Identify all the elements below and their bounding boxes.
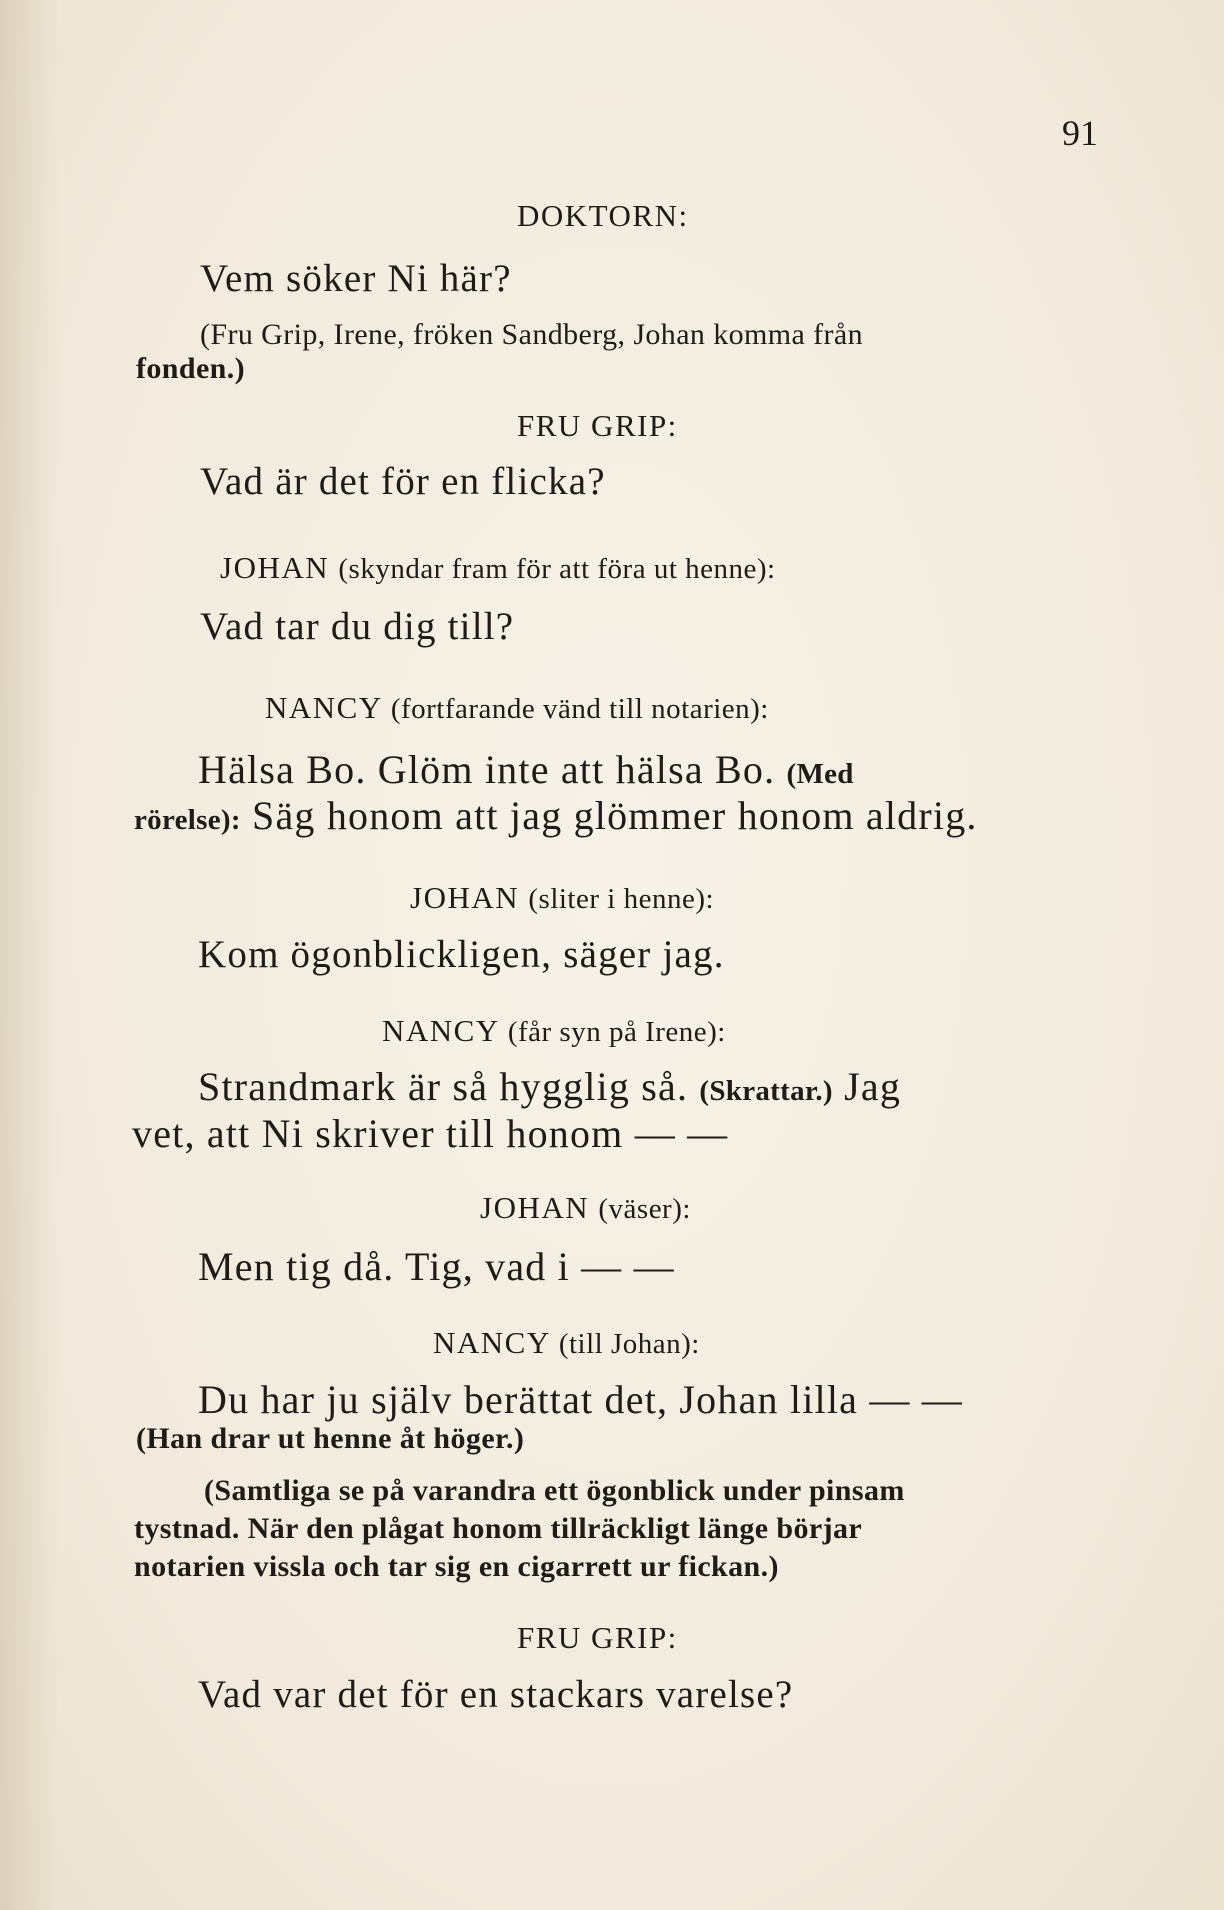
speaker-johan-2 bbox=[410, 880, 714, 916]
speaker-direction: (sliter i henne): bbox=[528, 883, 715, 915]
line-johan-2: Kom ögonblickligen, säger jag. bbox=[198, 933, 725, 976]
line-aside: (Skrattar.) bbox=[699, 1075, 833, 1107]
speaker-name: JOHAN bbox=[220, 550, 330, 585]
stage-direction-silence-1: (Samtliga se på varandra ett ögonblick under pinsam bbox=[204, 1474, 905, 1507]
stage-direction-silence-2: tystnad. När den plågat honom tillräckligt länge börjar bbox=[134, 1512, 863, 1545]
speaker-name: JOHAN bbox=[410, 880, 520, 915]
speaker-fru-grip-2: FRU GRIP: bbox=[517, 1620, 678, 1655]
speaker-nancy-3 bbox=[433, 1325, 700, 1361]
line-nancy-2b: vet, att Ni skriver till honom — — bbox=[132, 1111, 729, 1156]
line-text: Hälsa Bo. Glöm inte att hälsa Bo. bbox=[198, 747, 776, 792]
speaker-johan-1 bbox=[220, 550, 776, 586]
line-nancy-2a bbox=[198, 1063, 901, 1110]
speaker-johan-3 bbox=[480, 1190, 691, 1226]
speaker-direction: (skyndar fram för att föra ut henne): bbox=[338, 553, 776, 585]
speaker-nancy-1 bbox=[265, 690, 769, 726]
speaker-name: NANCY bbox=[382, 1013, 499, 1048]
page-number: 91 bbox=[1062, 113, 1098, 153]
line-nancy-1b bbox=[134, 792, 978, 839]
stage-direction-silence-3: notarien vissla och tar sig en cigarrett ur fickan.) bbox=[134, 1550, 779, 1583]
line-nancy-3: Du har ju själv berättat det, Johan lilla — — bbox=[198, 1377, 963, 1422]
stage-direction-enter-1: (Fru Grip, Irene, fröken Sandberg, Johan komma från bbox=[200, 318, 863, 351]
speaker-fru-grip: FRU GRIP: bbox=[517, 408, 678, 443]
speaker-doktorn: DOKTORN: bbox=[517, 198, 689, 233]
speaker-name: JOHAN bbox=[480, 1190, 590, 1225]
speaker-direction: (till Johan): bbox=[558, 1328, 700, 1360]
line-nancy-1a bbox=[198, 746, 854, 793]
stage-direction-enter-2: fonden.) bbox=[136, 352, 246, 385]
line-fru-grip: Vad är det för en flicka? bbox=[200, 460, 606, 503]
line-text-end: Jag bbox=[844, 1064, 902, 1109]
line-johan-3: Men tig då. Tig, vad i — — bbox=[198, 1244, 675, 1289]
line-text: Strandmark är så hygglig så. bbox=[198, 1064, 689, 1109]
line-johan-1: Vad tar du dig till? bbox=[200, 605, 515, 648]
speaker-direction: (väser): bbox=[598, 1193, 691, 1225]
line-aside: (Med bbox=[786, 758, 854, 790]
line-doktorn: Vem söker Ni här? bbox=[200, 257, 512, 300]
line-aside: rörelse): bbox=[134, 804, 241, 836]
page-edge-shadow bbox=[0, 0, 60, 1910]
speaker-direction: (får syn på Irene): bbox=[507, 1016, 726, 1048]
line-fru-grip-2: Vad var det för en stackars varelse? bbox=[198, 1673, 794, 1716]
speaker-name: NANCY bbox=[265, 690, 382, 725]
speaker-name: NANCY bbox=[433, 1325, 550, 1360]
stage-direction-exit: (Han drar ut henne åt höger.) bbox=[136, 1422, 525, 1455]
line-text: Säg honom att jag glömmer honom aldrig. bbox=[252, 793, 978, 838]
speaker-nancy-2 bbox=[382, 1013, 726, 1049]
speaker-direction: (fortfarande vänd till notarien): bbox=[390, 693, 769, 725]
